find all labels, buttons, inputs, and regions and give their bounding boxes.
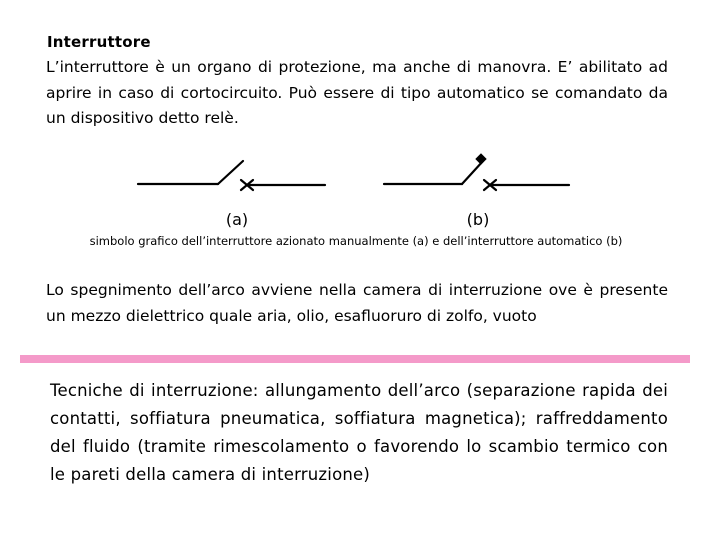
arc-paragraph: Lo spegnimento dell’arco avviene nella camera di interruzione ove è presente un mezzo dielettrico quale aria, olio, esafluoruro di zolfo, vuoto [46, 281, 668, 325]
figure-caption: simbolo grafico dell’interruttore azionato manualmente (a) e dell’interruttore automatico (b) [89, 234, 623, 248]
label-b: (b) [466, 210, 490, 229]
intro-paragraph: L’interruttore è un organo di protezione, ma anche di manovra. E’ abilitato ad aprire in caso di cortocircuito. Può essere di tipo automatico se comandato da un dispositivo detto relè. [46, 58, 668, 127]
label-a: (a) [225, 210, 249, 229]
switch-symbols-diagram [0, 150, 720, 210]
manual-switch-symbol [138, 161, 325, 190]
techniques-paragraph: Tecniche di interruzione: allungamento dell’arco (separazione rapida dei contatti, soffiatura pneumatica, soffiatura magnetica); raffreddamento del fluido (tramite rimescolamento o favorendo lo scambio termico con le pareti della camera di interruzione) [50, 381, 668, 484]
section-title: Interruttore [47, 33, 151, 51]
automatic-switch-symbol [384, 154, 569, 190]
section-divider [20, 355, 690, 363]
